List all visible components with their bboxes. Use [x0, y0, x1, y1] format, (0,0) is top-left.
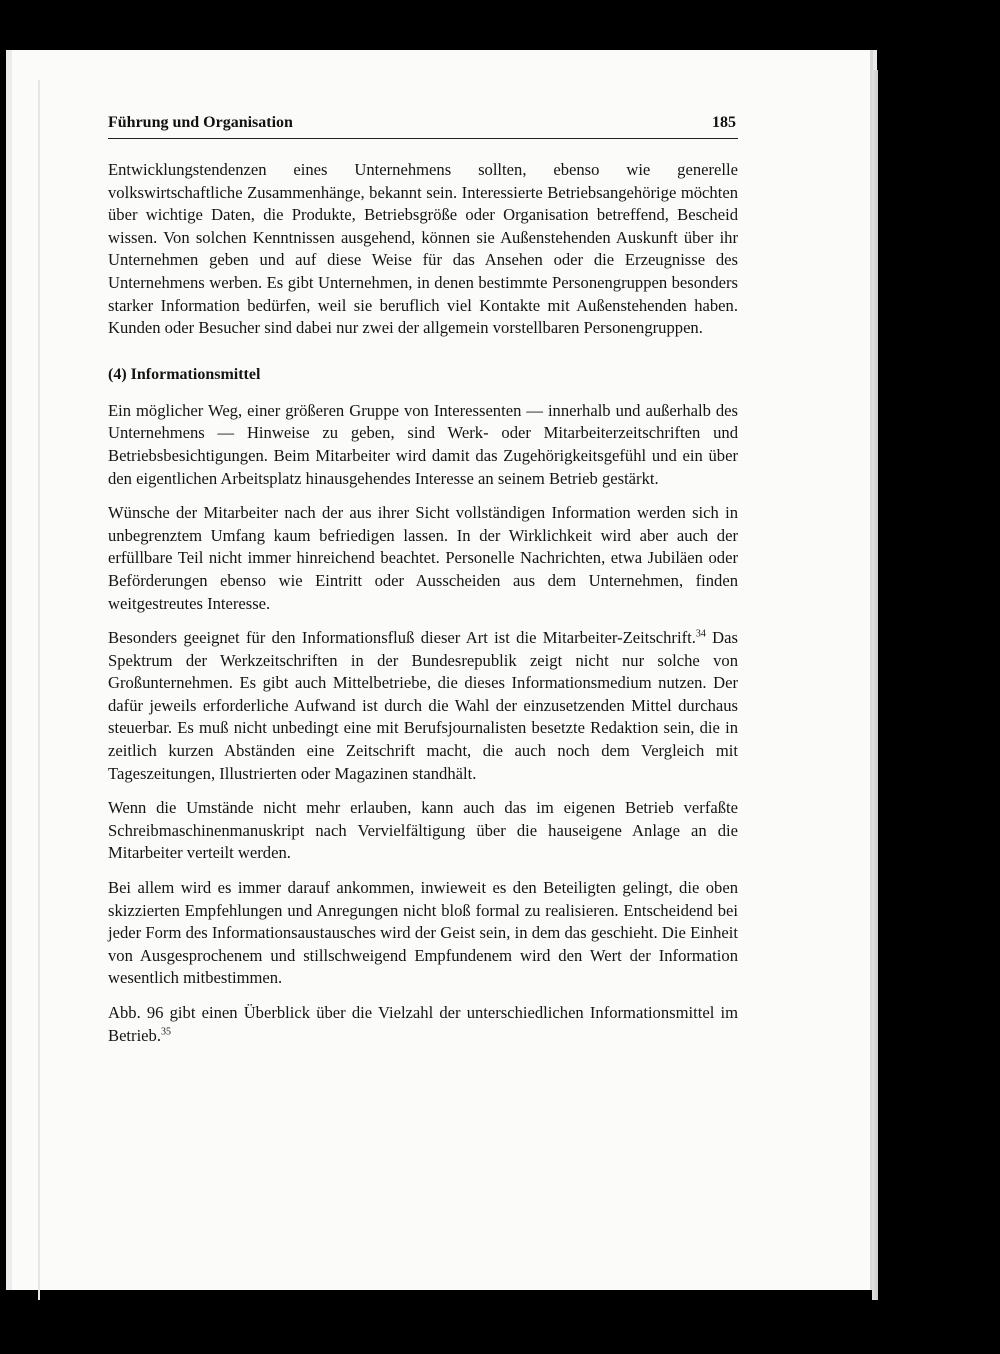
page-edge	[872, 70, 878, 1300]
paragraph-3: Wünsche der Mitarbeiter nach der aus ihrer Sicht vollständigen Information werden sich in unbegrenztem Umfang kaum befriedigen lassen. In der Wirklichkeit wird aber auch der erfüllbare Teil nicht immer hinreichend beachtet. Personelle Nachrichten, etwa Jubiläen oder Beförderungen ebenso wie Eintritt oder Ausscheiden aus dem Unternehmen, finden weitgestreutes Interesse.	[108, 503, 738, 613]
paragraph-4-start: Besonders geeignet für den Informationsfluß dieser Art ist die Mitarbeiter-Zeitschrift.	[108, 628, 696, 648]
footnote-ref-34: 34	[695, 628, 706, 640]
paragraph-7	[108, 1002, 738, 1047]
running-header	[108, 112, 738, 139]
paragraph-4	[108, 627, 738, 785]
body-text	[108, 159, 738, 1059]
paragraph-6: Bei allem wird es immer darauf ankommen, inwieweit es den Beteiligten gelingt, die oben skizzierten Empfehlungen und Anregungen nicht bloß formal zu realisieren. Entscheidend bei jeder Form des Informationsaustausches wird der Geist sein, in dem das geschieht. Die Einheit von Ausgesprochenem und stillschweigend Empfundenem wird den Wert der Information wesentlich mitbestimmen.	[108, 878, 738, 988]
paragraph-4-rest: Das Spektrum der Werkzeitschriften in der Bundesrepublik zeigt nicht nur solche von Großunternehmen. Es gibt auch Mittelbetriebe, die dieses Informationsmedium nutzen. Der dafür jeweils erforderliche Aufwand ist durch die Wahl der einzusetzenden Mittel durchaus steuerbar. Es muß nicht unbedingt eine mit Berufsjournalisten besetzte Redaktion sein, die in zeitlich kurzen Abständen eine Zeitschrift macht, die auch noch dem Vergleich mit Tageszeitungen, Illustrierten oder Magazinen standhält.	[108, 628, 738, 783]
paragraph-1: Entwicklungstendenzen eines Unternehmens sollten, ebenso wie generelle volkswirtschaftliche Zusammenhänge, bekannt sein. Interessierte Betriebsangehörige möchten über wichtige Daten, die Produkte, Betriebsgröße oder Organisation betreffend, Bescheid wissen. Von solchen Kenntnissen ausgehend, können sie Außenstehenden Auskunft über ihr Unternehmen geben und auf diese Weise für das Ansehen oder die Erzeugnisse des Unternehmens werben. Es gibt Unternehmen, in denen bestimmte Personengruppen besonders starker Information bedürfen, weil sie beruflich viel Kontakte mit Außenstehenden haben. Kunden oder Besucher sind dabei nur zwei der allgemein vorstellbaren Personengruppen.	[108, 160, 738, 338]
page-number: 185	[712, 114, 736, 131]
paragraph-7-text: Abb. 96 gibt einen Überblick über die Vielzahl der unterschiedlichen Informationsmittel im Betrieb.	[108, 1003, 738, 1045]
header-title: Führung und Organisation	[108, 114, 293, 131]
footnote-ref-35: 35	[161, 1026, 171, 1038]
section-heading: (4) Informationsmittel	[108, 365, 261, 383]
paragraph-2: Ein möglicher Weg, einer größeren Gruppe von Interessenten — innerhalb und außerhalb des Unternehmens — Hinweise zu geben, sind Werk- oder Mitarbeiterzeitschriften und Betriebsbesichtigungen. Beim Mitarbeiter wird damit das Zugehörigkeitsgefühl und ein über den eigentlichen Arbeitsplatz hinausgehendes Interesse an seinem Betrieb gestärkt.	[108, 400, 738, 488]
paragraph-5: Wenn die Umstände nicht mehr erlauben, kann auch das im eigenen Betrieb verfaßte Schreibmaschinenmanuskript nach Vervielfältigung über die hauseigene Anlage an die Mitarbeiter verteilt werden.	[108, 798, 738, 863]
